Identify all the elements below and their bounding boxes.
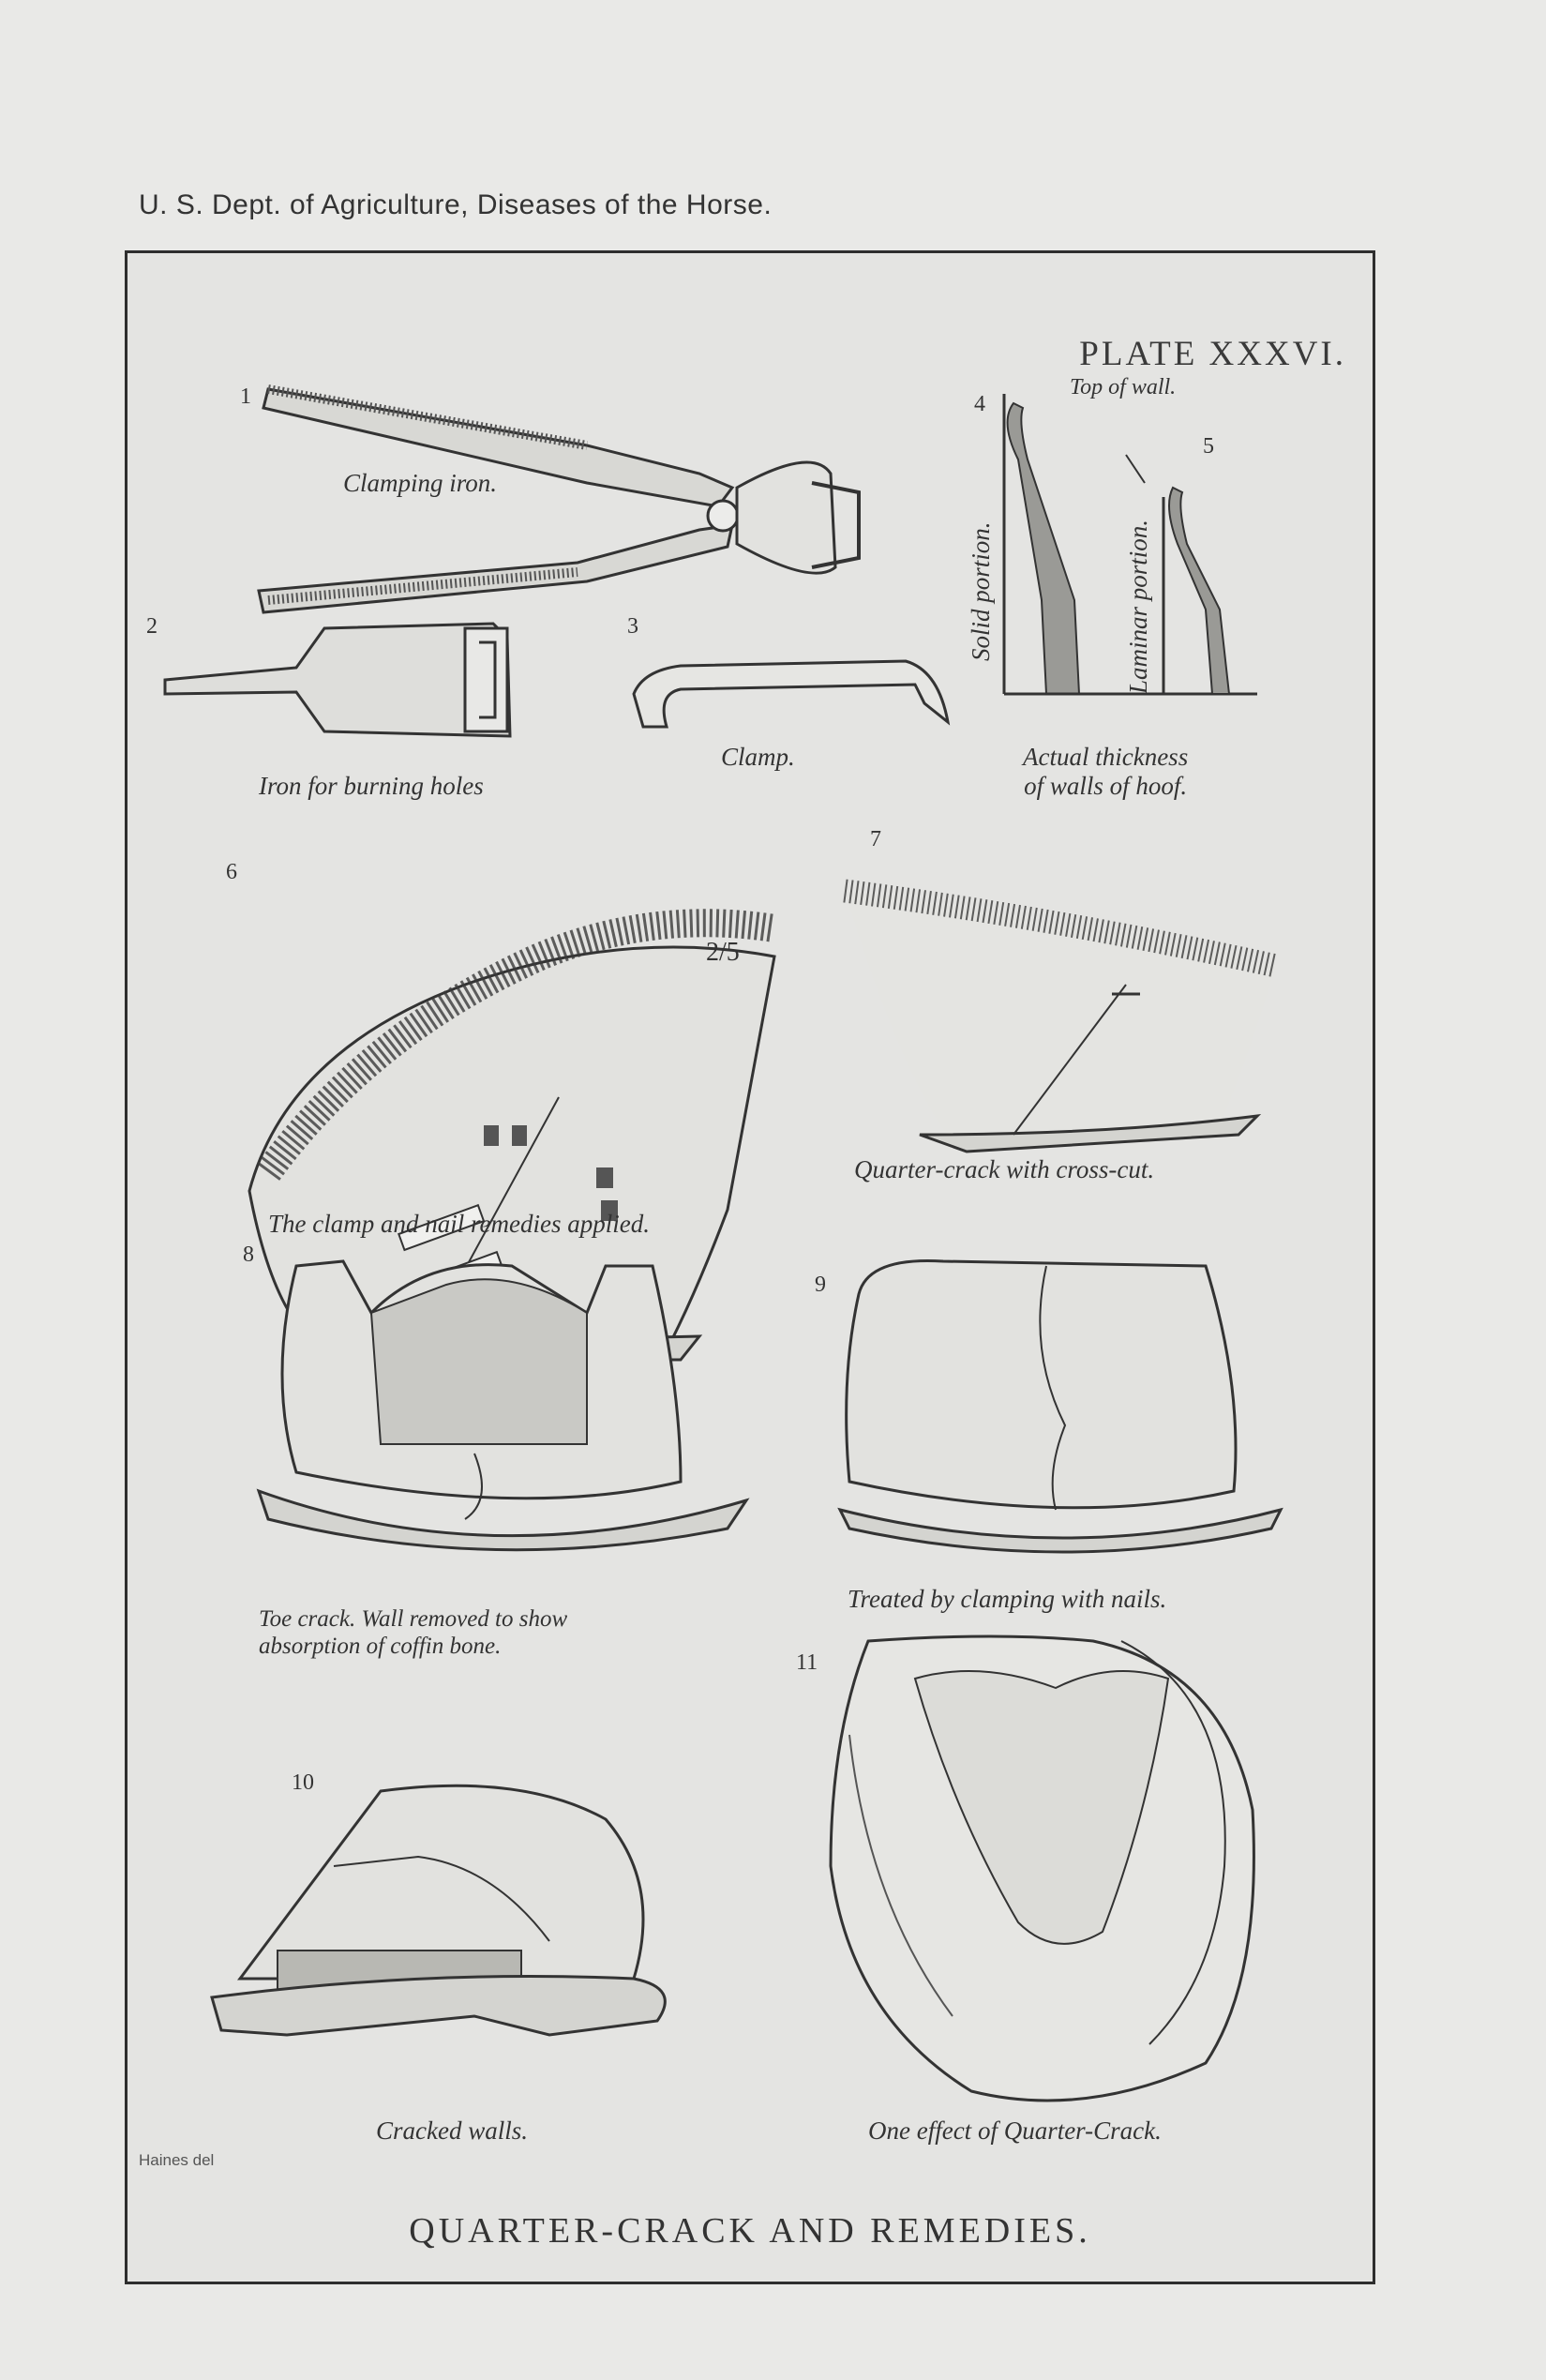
- cracked-walls-illustration: [193, 1754, 718, 2063]
- figure-6-number: 6: [226, 860, 237, 884]
- figure-5-number: 5: [1203, 434, 1214, 459]
- figure-9-number: 9: [815, 1273, 826, 1297]
- figure-11-number: 11: [796, 1650, 818, 1675]
- figure-9-caption: Treated by clamping with nails.: [848, 1585, 1167, 1613]
- figure-3-caption: Clamp.: [721, 743, 795, 771]
- wall-thickness-diagram: [995, 375, 1295, 722]
- toe-crack-illustration: [240, 1238, 774, 1594]
- figure-4-number: 4: [974, 392, 985, 416]
- clamping-with-nails-illustration: [831, 1238, 1318, 1594]
- figure-2-number: 2: [146, 614, 158, 639]
- figure-7-number: 7: [870, 827, 881, 851]
- figure-6-caption: The clamp and nail remedies applied.: [268, 1210, 650, 1238]
- figure-5-laminar-portion-label: Laminar portion.: [1124, 519, 1152, 694]
- figure-3-number: 3: [627, 614, 638, 639]
- quarter-crack-cross-cut-illustration: [826, 853, 1360, 1163]
- figure-4-solid-portion-label: Solid portion.: [967, 521, 995, 661]
- figure-11-caption: One effect of Quarter-Crack.: [868, 2116, 1162, 2145]
- artist-credit: Haines del: [139, 2151, 215, 2169]
- figure-6-mark: 2/5: [706, 938, 740, 967]
- figure-1-number: 1: [240, 384, 251, 409]
- figure-4-5-caption-line-1: Actual thickness: [1023, 743, 1189, 771]
- page-header: U. S. Dept. of Agriculture, Diseases of the Horse.: [139, 189, 773, 220]
- figure-10-caption: Cracked walls.: [376, 2116, 528, 2145]
- figure-4-top-of-wall-label: Top of wall.: [1070, 375, 1177, 399]
- figure-7-caption: Quarter-crack with cross-cut.: [854, 1155, 1155, 1183]
- figure-8-caption: [259, 1606, 567, 1661]
- figure-4-5-caption: [1023, 743, 1188, 801]
- plate-bottom-title: QUARTER-CRACK AND REMEDIES.: [409, 2211, 1091, 2251]
- plate-frame: [125, 250, 1375, 2284]
- figure-10-number: 10: [292, 1770, 314, 1795]
- clamp-illustration: [624, 647, 962, 750]
- figure-8-caption-line-1: Toe crack. Wall removed to show: [259, 1606, 568, 1632]
- plate-title: PLATE XXXVI.: [1079, 335, 1346, 373]
- burning-iron-illustration: [156, 610, 578, 750]
- figure-2-caption: Iron for burning holes: [259, 772, 484, 800]
- figure-8-caption-line-2: absorption of coffin bone.: [259, 1633, 502, 1659]
- figure-1-caption: Clamping iron.: [343, 469, 498, 497]
- figure-4-5-caption-line-2: of walls of hoof.: [1024, 772, 1188, 801]
- quarter-crack-effect-illustration: [812, 1622, 1299, 2119]
- figure-8-number: 8: [243, 1243, 254, 1267]
